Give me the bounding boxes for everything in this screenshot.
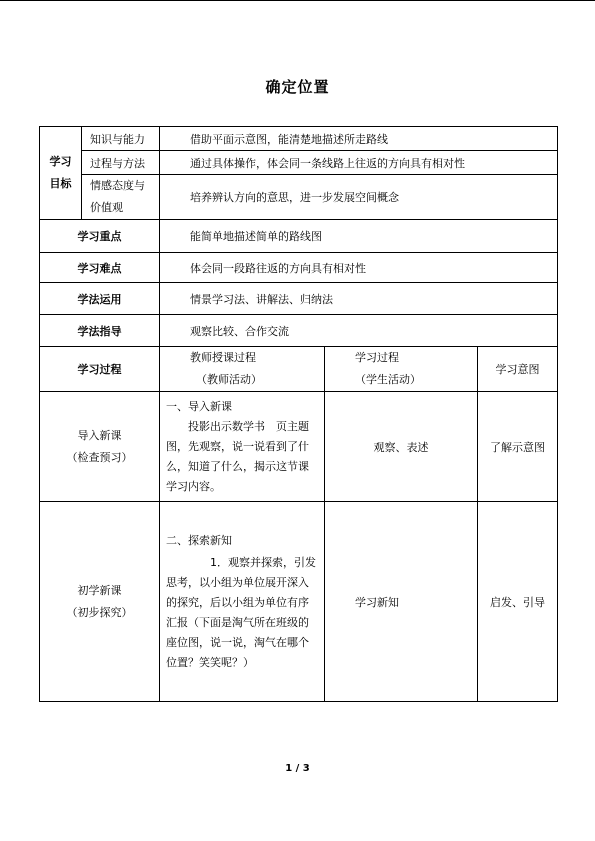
process-row <box>40 502 558 702</box>
teacher-header: 教师授课过程 （教师活动） <box>160 347 325 392</box>
student-header: 学习过程 （学生活动） <box>325 347 478 392</box>
process-row <box>40 392 558 502</box>
objective-category: 过程与方法 <box>82 151 160 175</box>
stage-cell: 导入新课 （检查预习） <box>40 392 160 502</box>
teacher-activity: 一、导入新课 投影出示数学书 页主题图，先观察，说一说看到了什么，知道了什么，揭示这节课学习内容。 <box>160 392 325 502</box>
info-label: 学习难点 <box>40 253 160 283</box>
info-label: 学习重点 <box>40 220 160 253</box>
objective-content: 借助平面示意图，能清楚地描述所走路线 <box>160 127 558 151</box>
info-row <box>40 253 558 283</box>
process-header-row <box>40 347 558 392</box>
student-activity: 观察、表述 <box>325 392 478 502</box>
info-content: 能简单地描述简单的路线图 <box>160 220 558 253</box>
objective-content: 通过具体操作，体会同一条线路上往返的方向具有相对性 <box>160 151 558 175</box>
objective-category: 知识与能力 <box>82 127 160 151</box>
lesson-plan-table <box>39 126 558 702</box>
objective-content: 培养辨认方向的意思，进一步发展空间概念 <box>160 175 558 220</box>
info-label: 学法运用 <box>40 283 160 315</box>
objective-row <box>40 151 558 175</box>
objective-row <box>40 175 558 220</box>
teacher-activity: 二、探索新知 1．观察并探索，引发思考，以小组为单位展开深入的探究，后以小组为单位有序汇报（下面是淘气所在班级的座位图，说一说，淘气在哪个位置？笑笑呢？） <box>160 502 325 702</box>
info-row <box>40 220 558 253</box>
learning-intent: 启发、引导 <box>478 502 558 702</box>
process-label: 学习过程 <box>40 347 160 392</box>
objectives-label: 学习 目标 <box>40 127 82 220</box>
info-row <box>40 283 558 315</box>
info-content: 观察比较、合作交流 <box>160 315 558 347</box>
objective-category: 情感态度与 价值观 <box>82 175 160 220</box>
info-content: 情景学习法、讲解法、归纳法 <box>160 283 558 315</box>
learning-intent: 了解示意图 <box>478 392 558 502</box>
info-label: 学法指导 <box>40 315 160 347</box>
intent-header: 学习意图 <box>478 347 558 392</box>
page-top-rule <box>0 0 595 1</box>
page-title: 确定位置 <box>265 78 330 96</box>
page-number: 1 / 3 <box>285 763 310 774</box>
stage-cell: 初学新课 （初步探究） <box>40 502 160 702</box>
info-row <box>40 315 558 347</box>
student-activity: 学习新知 <box>325 502 478 702</box>
info-content: 体会同一段路往返的方向具有相对性 <box>160 253 558 283</box>
objective-row <box>40 127 558 151</box>
